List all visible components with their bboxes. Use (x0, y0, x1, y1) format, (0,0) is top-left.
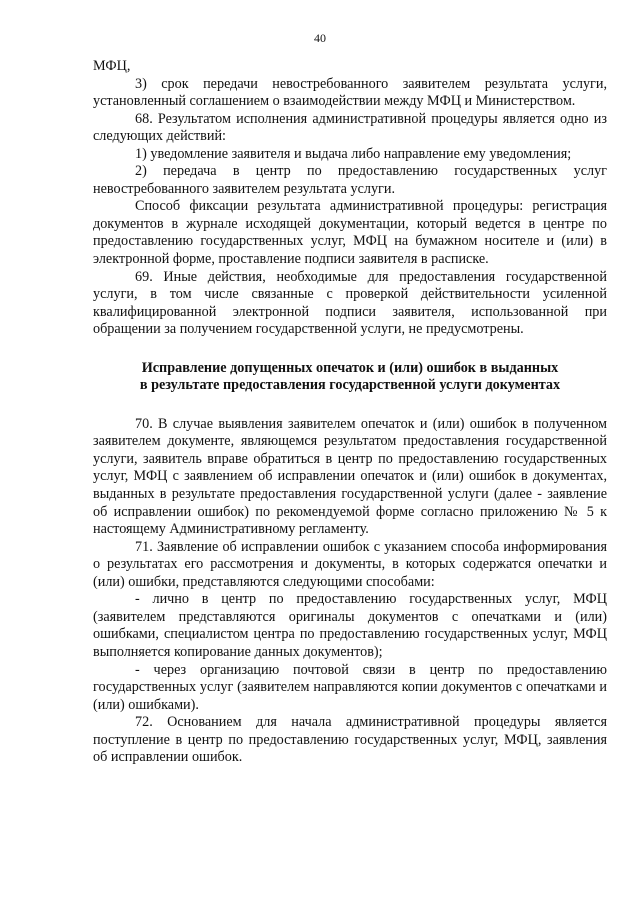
paragraph: 72. Основанием для начала административной процедуры является поступление в центр по предоставлению государственных услуг, МФЦ, заявления об исправлении ошибок. (93, 714, 607, 766)
document-body (93, 58, 607, 767)
paragraph: - через организацию почтовой связи в центр по предоставлению государственных услуг (заявителем направляются копии документов с опечатками и (или) ошибками). (93, 661, 607, 713)
section-heading (93, 360, 607, 395)
paragraph: 3) срок передачи невостребованного заявителем результата услуги, установленный соглашением о взаимодействии между МФЦ и Министерством. (93, 75, 607, 110)
paragraph: 68. Результатом исполнения административной процедуры является одно из следующих действий: (93, 110, 607, 145)
paragraph: 70. В случае выявления заявителем опечаток и (или) ошибок в полученном заявителем документе, являющемся результатом предоставления государственной услуги, заявитель вправе обратиться в центр по предоставлению государственных услуг, МФЦ с заявлением об исправлении опечаток и (или) ошибок в документах, выданных в результате предоставления государственной услуги (далее - заявление об исправлении ошибок) по рекомендуемой форме согласно приложению № 5 к настоящему Административному регламенту. (93, 415, 607, 538)
section-heading-line: Исправление допущенных опечаток и (или) ошибок в выданных (141, 359, 559, 376)
section-heading-line: в результате предоставления государственной услуги документах (139, 377, 561, 394)
spacer (93, 395, 607, 416)
paragraph: 71. Заявление об исправлении ошибок с указанием способа информирования о результатах его рассмотрения и документы, в которых содержатся опечатки и (или) ошибки, представляются следующими способами: (93, 538, 607, 590)
page-number: 40 (314, 31, 326, 45)
paragraph: 1) уведомление заявителя и выдача либо направление ему уведомления; (135, 145, 572, 162)
spacer (93, 339, 607, 360)
paragraph: - лично в центр по предоставлению государственных услуг, МФЦ (заявителем представляются оригиналы документов с опечатками и (или) ошибками, специалистом центра по предоставлению государственных услуг, МФЦ выполняется копирование данных документов); (93, 591, 607, 660)
paragraph: Способ фиксации результата административной процедуры: регистрация документов в журнале исходящей документации, который ведется в центре по предоставлению государственных услуг, МФЦ на бумажном носителе и (или) в электронной форме, проставление подписи заявителя в расписке. (93, 198, 607, 268)
paragraph: 69. Иные действия, необходимые для предоставления государственной услуги, в том числе связанные с проверкой действительности усиленной квалифицированной электронной подписи заявителя, использованной при обращении за получением государственной услуги, не предусмотрены. (93, 268, 607, 338)
paragraph: МФЦ, (93, 58, 131, 74)
paragraph: 2) передача в центр по предоставлению государственных услуг невостребованного заявителем результата услуги. (93, 163, 607, 197)
